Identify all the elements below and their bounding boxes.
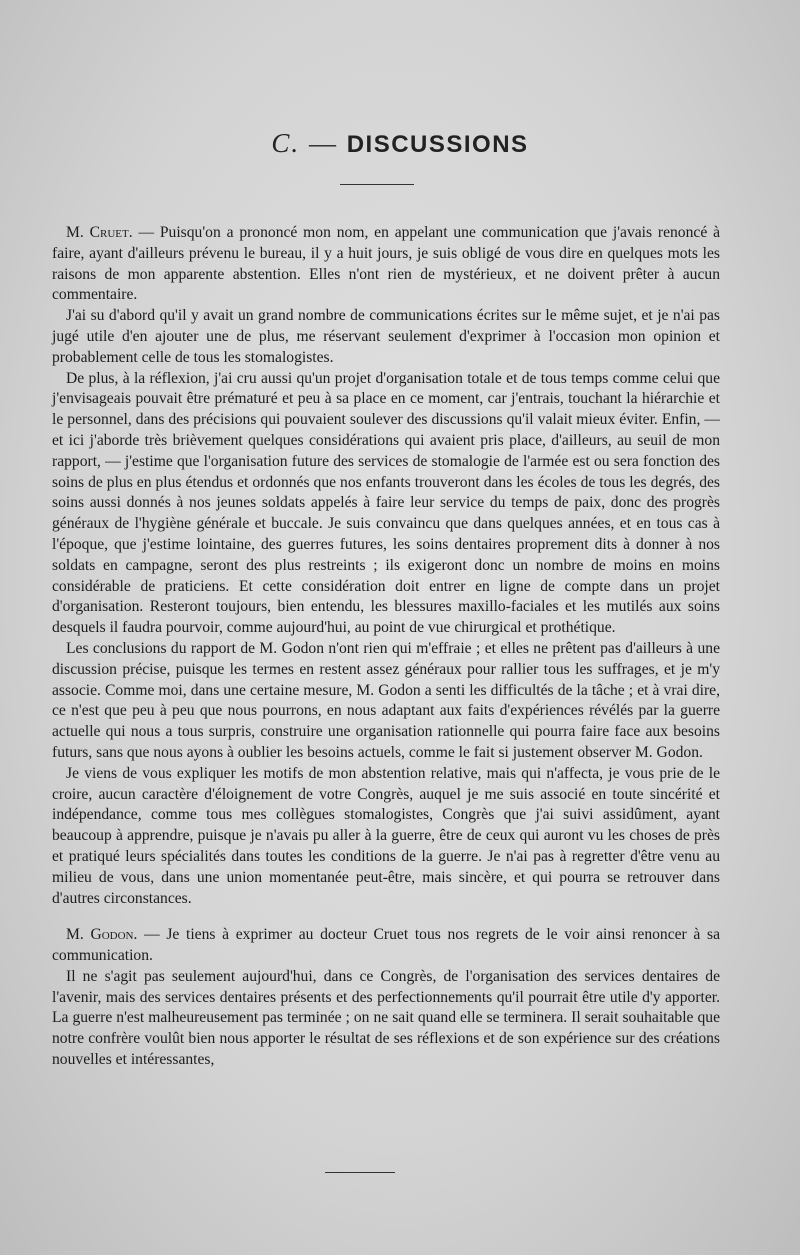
- paragraph: J'ai su d'abord qu'il y avait un grand nombre de communications écrites sur le même sujet, et je n'ai pas jugé utile d'en ajouter une de plus, me réservant seulement d'exprimer à l'occasion mon opinion et probablement celle de tous les stomalogistes.: [52, 307, 720, 366]
- heading-rule: [340, 184, 414, 185]
- footer-rule: [325, 1172, 395, 1173]
- document-body: [52, 223, 720, 1071]
- speaker-name: M. Cruet.: [66, 224, 133, 241]
- paragraph-text: — Puisqu'on a prononcé mon nom, en appelant une communication que j'avais renoncé à faire, ayant d'ailleurs prévenu le bureau, il y a huit jours, je suis obligé de vous dire en quelques mots les raisons de mon apparente abstention. Elles n'ont rien de mystérieux, et ne doivent prêter à aucun commentaire.: [52, 224, 720, 304]
- speaker-name: M. Godon.: [66, 926, 138, 944]
- section-letter: C.: [271, 128, 301, 158]
- paragraph: De plus, à la réflexion, j'ai cru aussi qu'un projet d'organisation totale et de tous temps comme celui que j'envisageais pouvait être prématuré et peu à sa place en ce moment, car j'entrais, touchant la hiérarchie et le personnel, dans des précisions qui pouvaient soulever des discussions qu'il valait mieux éviter. Enfin, — et ici j'aborde très brièvement quelques considérations qui avaient pris place, d'ailleurs, au seuil de mon rapport, — j'estime que l'organisation future des services de stomalogie de l'armée est ou sera fonction des soins de plus en plus étendus et ordonnés que nos enfants trouveront dans les écoles de tous les degrés, des soins aussi donnés à nos jeunes soldats appelés à faire leur service du temps de paix, donc des progrès généraux de l'hygiène générale et buccale. Je suis convaincu que dans quelques années, et en tous cas à l'époque, que j'estime lointaine, des guerres futures, les soins dentaires proprement dits à donner à nos soldats en campagne, seront des plus restreints ; ils exigeront donc un nombre de moins en moins considérable de praticiens. Et cette considération doit entrer en ligne de compte dans un projet d'organisation. Resteront toujours, bien entendu, les blessures maxillo-faciales et les mutilés aux soins desquels il faudra pourvoir, comme aujourd'hui, au point de vue chirurgical et prothétique.: [52, 369, 720, 637]
- section-heading: [0, 128, 800, 159]
- paragraph-cruet-intro: [52, 223, 720, 306]
- paragraph: Il ne s'agit pas seulement aujourd'hui, dans ce Congrès, de l'organisation des services dentaires de l'avenir, mais des services dentaires présents et des perfectionnements qu'il pourrait être utile d'y apporter. La guerre n'est malheureusement pas terminée ; on ne sait quand elle se terminera. Il serait souhaitable que notre confrère voulût bien nous apporter le résultat de ses réflexions et de son expérience sur des créations nouvelles et intéressantes,: [52, 967, 720, 1069]
- paragraph-text: — Je tiens à exprimer au docteur Cruet tous nos regrets de le voir ainsi renoncer à sa communication.: [52, 926, 721, 965]
- heading-dash: —: [300, 128, 347, 158]
- paragraph-godon-intro: [52, 925, 720, 967]
- paragraph: Je viens de vous expliquer les motifs de mon abstention relative, mais qui n'affecta, je vous prie de le croire, aucun caractère d'éloignement de votre Congrès, auquel je me suis associé en toute sincérité et indépendance, comme tous mes collègues stomalogistes, Congrès que j'ai suivi assidûment, ayant beaucoup à apprendre, puisque je n'avais pu aller à la guerre, être de ceux qui auront vu les choses de près et pratiqué leurs spécialités dans toutes les conditions de la guerre. Je n'ai pas à regretter d'être venu au milieu de vous, dans une union momentanée peut-être, mais sincère, et qui pourra se retrouver dans d'autres circonstances.: [52, 764, 720, 907]
- paragraph: Les conclusions du rapport de M. Godon n'ont rien qui m'effraie ; et elles ne prêtent pas d'ailleurs à une discussion précise, puisque les termes en restent assez généraux pour rallier tous les suffrages, et je m'y associe. Comme moi, dans une certaine mesure, M. Godon a senti les difficultés de la tâche ; et à vrai dire, ce n'est que peu à peu que nous pourrons, en nous adaptant aux faits d'expériences révélés par la guerre actuelle qui nous a tous surpris, construire une organisation rationnelle qui pourra faire face aux besoins futurs, sans que nous ayons à oublier les besoins actuels, comme le fait si justement observer M. Godon.: [52, 639, 720, 761]
- section-title: DISCUSSIONS: [346, 131, 529, 158]
